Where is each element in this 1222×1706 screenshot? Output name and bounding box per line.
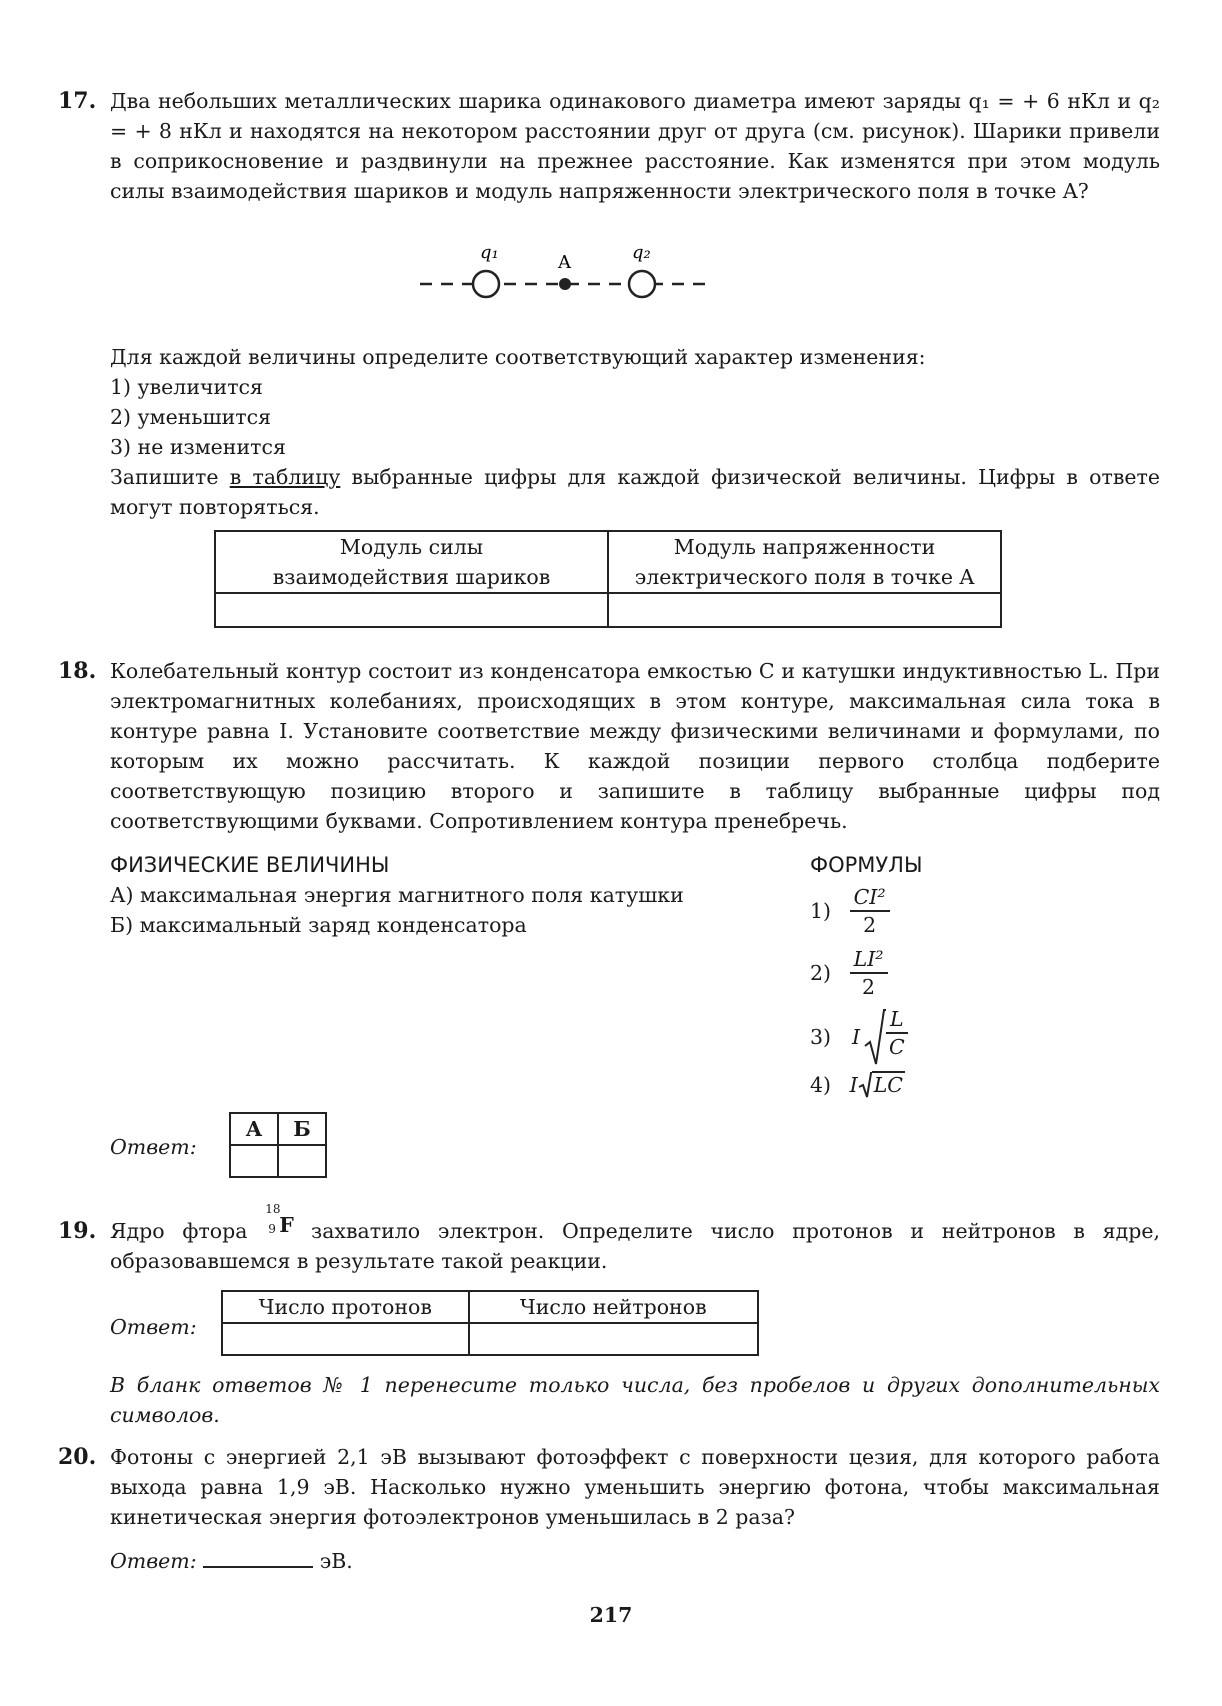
fluorine-isotope: 18 9 F: [265, 1202, 294, 1237]
q2-label: q₂: [632, 242, 651, 263]
page-number: 217: [589, 1603, 633, 1627]
question-19-answer-label: Ответ:: [110, 1315, 197, 1339]
question-19-number: 19.: [58, 1218, 97, 1244]
charges-figure: [420, 236, 720, 316]
answer-cell-force[interactable]: [215, 593, 608, 627]
question-18-answer-table: [229, 1112, 327, 1178]
header-field-strength: Модуль напряженности электрического поля в точке A: [608, 531, 1001, 593]
header-neutrons: Число нейтронов: [469, 1291, 758, 1323]
answer-cell-field[interactable]: [608, 593, 1001, 627]
question-19-answer-table: [221, 1290, 759, 1356]
charges-diagram: [420, 236, 720, 316]
question-20-number: 20.: [58, 1444, 97, 1470]
option-unchanged: 3) не изменится: [110, 435, 286, 459]
option-decrease: 2) уменьшится: [110, 405, 271, 429]
sqrt-sign-icon: [864, 1008, 886, 1068]
charge-q1-ball: [473, 271, 499, 297]
physical-quantities-header: ФИЗИЧЕСКИЕ ВЕЛИЧИНЫ: [110, 853, 390, 877]
answer-cell-neutrons[interactable]: [469, 1323, 758, 1355]
question-18-number: 18.: [58, 658, 97, 684]
question-17-text: Два небольших металлических шарика одинакового диаметра имеют заряды q₁ = + 6 нКл и q₂ = + 8 нКл и находятся на некотором расстоянии друг от друга (см. рисунок). Шарики привели в соприкосновение и раздвинули на прежнее расстояние. Как изменятся при этом модуль силы взаимодействия шариков и модуль напряженности электрического поля в точке A?: [110, 89, 1160, 203]
quantity-item-b: Б) максимальный заряд конденсатора: [110, 913, 527, 937]
question-17-instruction: Для каждой величины определите соответствующий характер изменения:: [110, 345, 926, 369]
answer-header-a: А: [230, 1113, 278, 1145]
answer-form-note: В бланк ответов № 1 перенесите только числа, без пробелов и других дополнительных символов.: [110, 1373, 1160, 1427]
a-label: A: [558, 252, 571, 273]
header-force-modulus: Модуль силы взаимодействия шариков: [215, 531, 608, 593]
quantity-item-a: А) максимальная энергия магнитного поля катушки: [110, 883, 684, 907]
question-18-answer-label: Ответ:: [110, 1135, 197, 1159]
answer-header-b: Б: [278, 1113, 326, 1145]
question-17-answer-table: [214, 530, 1002, 628]
point-a-marker: [559, 278, 571, 290]
question-20-answer: Ответ: эВ.: [110, 1546, 353, 1576]
answer-cell-protons[interactable]: [222, 1323, 469, 1355]
option-increase: 1) увеличится: [110, 375, 263, 399]
question-19-text: Ядро фтора 18 9 F захватило электрон. Определите число протонов и нейтронов в ядре, образовавшемся в результате такой реакции.: [110, 1202, 1160, 1273]
header-protons: Число протонов: [222, 1291, 469, 1323]
formula-4: 4) I LC: [810, 1073, 903, 1097]
question-18-text: Колебательный контур состоит из конденсатора емкостью C и катушки индуктивностью L. При электромагнитных колебаниях, происходящих в этом контуре, максимальная сила тока в контуре равна I. Установите соответствие между физическими величинами и формулами, по которым их можно рассчитать. К каждой позиции первого столбца подберите соответствующую позицию второго и запишите в таблицу выбранные цифры под соответствующими буквами. Сопротивлением контура пренебречь.: [110, 659, 1160, 833]
q1-label: q₁: [480, 242, 499, 263]
answer-cell-a[interactable]: [230, 1145, 278, 1177]
question-17-write-instruction: Запишите в таблицу выбранные цифры для каждой физической величины. Цифры в ответе могут повторяться.: [110, 465, 1160, 519]
formulas-header: ФОРМУЛЫ: [810, 853, 923, 877]
question-17-number: 17.: [58, 88, 97, 114]
charge-q2-ball: [629, 271, 655, 297]
answer-blank-field[interactable]: [203, 1546, 313, 1568]
formula-1: 1) $\frac{\text{CI²}}{2}$: [810, 884, 890, 938]
sqrt-sign-icon: [858, 1071, 872, 1099]
formula-2: 2) $\frac{\text{LI²}}{2}$: [810, 946, 888, 1000]
question-20-text: Фотоны с энергией 2,1 эВ вызывают фотоэффект с поверхности цезия, для которого работа выхода равна 1,9 эВ. Насколько нужно уменьшить энергию фотона, чтобы максимальная кинетическая энергия фотоэлектронов уменьшилась в 2 раза?: [110, 1445, 1160, 1529]
answer-cell-b[interactable]: [278, 1145, 326, 1177]
